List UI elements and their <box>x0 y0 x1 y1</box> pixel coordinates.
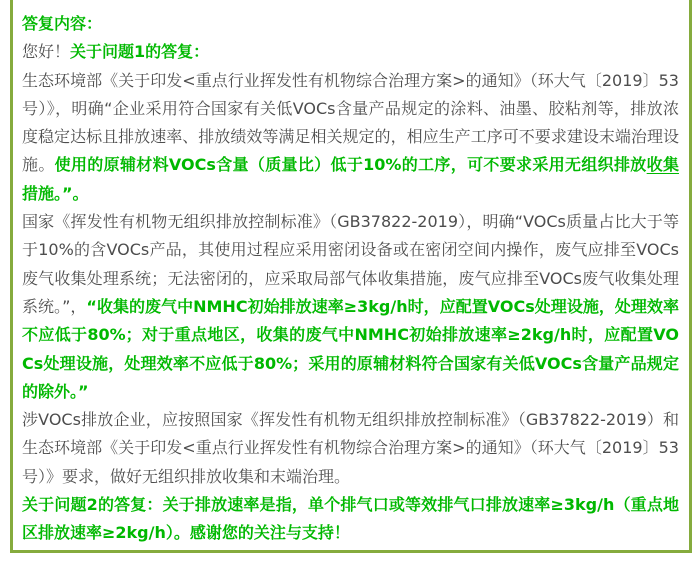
reply-header-line <box>22 10 679 38</box>
paragraph-2 <box>22 208 679 406</box>
greeting-line <box>22 38 679 66</box>
para4-answer2-text: 关于问题2的答复：关于排放速率是指，单个排气口或等效排气口排放速率≥3kg/h（重点地区排放速率≥2kg/h）。感谢您的关注与支持！ <box>22 495 679 543</box>
answer1-label: 关于问题1的答复： <box>70 42 210 62</box>
para1-normal-text: 生态环境部《关于印发<重点行业挥发性有机物综合治理方案>的通知》（环大气〔2019〕53号）》，明确“企业采用符合国家有关低VOCs含量产品规定的涂料、油墨、胶粘剂等，排放浓度稳定达标且排放速率、排放绩效等满足相关规定的，相应生产工序可不要求建设末端治理设施。 <box>22 70 679 175</box>
para3-text: 涉VOCs排放企业，应按照国家《挥发性有机物无组织排放控制标准》（GB37822-2019）和生态环境部《关于印发<重点行业挥发性有机物综合治理方案>的通知》（环大气〔2019〕53号）》要求，做好无组织排放收集和末端治理。 <box>22 410 679 486</box>
greeting-text: 您好！ <box>22 42 71 62</box>
para1-highlight-text: 使用的原辅材料VOCs含量（质量比）低于10%的工序，可不要求采用无组织排放 <box>54 155 647 175</box>
para2-highlight-text: “收集的废气中NMHC初始排放速率≥3kg/h时，应配置VOCs处理设施，处理效率不应低于80%；对于重点地区，收集的废气中NMHC初始排放速率≥2kg/h时，应配置VOCs处理设施，处理效率不应低于80%；采用的原辅材料符合国家有关低VOCs含量产品规定的除外。” <box>22 296 679 401</box>
reply-frame <box>10 0 692 553</box>
para1-highlight-tail: 措施。”。 <box>22 183 89 203</box>
para1-underlined-text: 收集 <box>646 155 679 175</box>
paragraph-4 <box>22 491 679 548</box>
para2-normal-text: 国家《挥发性有机物无组织排放控制标准》（GB37822-2019），明确“VOCs质量占比大于等于10%的含VOCs产品，其使用过程应采用密闭设备或在密闭空间内操作，废气应排至VOCs废气收集处理系统；无法密闭的，应采取局部气体收集措施，废气应排至VOCs废气收集处理系统。”， <box>22 212 679 316</box>
paragraph-1 <box>22 67 679 208</box>
reply-header: 答复内容： <box>22 14 103 33</box>
paragraph-3 <box>22 406 679 491</box>
